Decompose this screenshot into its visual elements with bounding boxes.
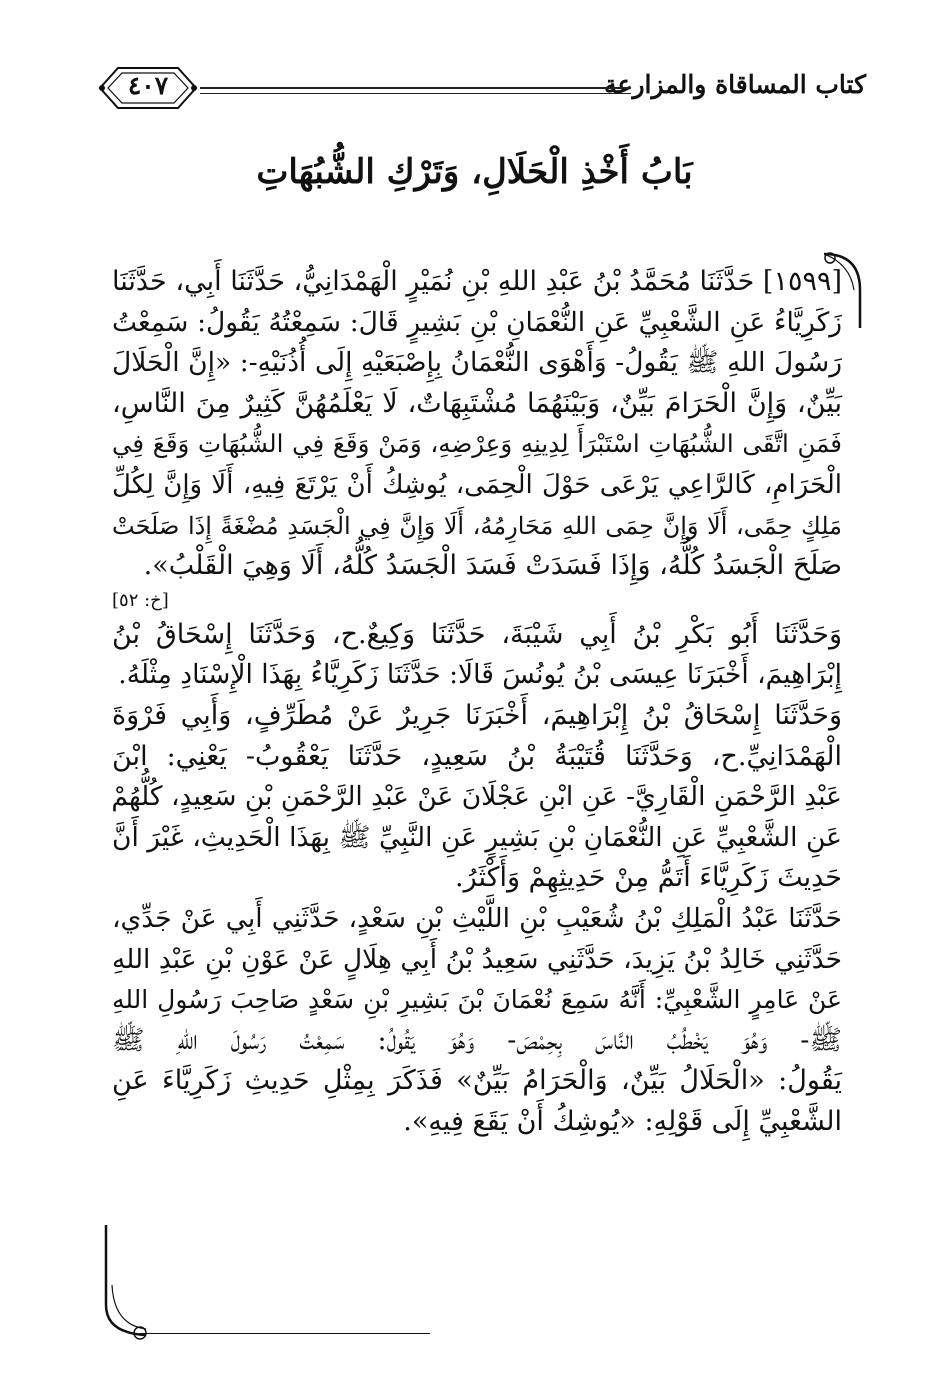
page-header	[96, 60, 866, 116]
text-line: وَحَدَّثَنَا إِسْحَاقُ بْنُ إِبْرَاهِيمَ، أَخْبَرَنَا جَرِيرٌ عَنْ مُطَرِّفٍ، وَأَبِي فَرْوَةَ	[112, 699, 842, 731]
text-line: يَقُولُ: «الْحَلَالُ بَيِّنٌ، وَالْحَرَامُ بَيِّنٌ» فَذَكَرَ بِمِثْلِ حَدِيثِ زَكَرِيَّاءَ عَنِ	[112, 1065, 842, 1097]
text-line: زَكَرِيَّاءُ عَنِ الشَّعْبِيِّ عَنِ النُّعْمَانِ بْنِ بَشِيرٍ قَالَ: سَمِعْتُهُ يَقُولُ: سَمِعْتُ	[112, 306, 842, 338]
text-line: الشَّعْبِيِّ إِلَى قَوْلِهِ: «يُوشِكُ أَنْ يَقَعَ فِيهِ».	[403, 1105, 842, 1137]
text-line: الْهَمْدَانِيِّ.ح، وَحَدَّثَنَا قُتَيْبَةُ بْنُ سَعِيدٍ، حَدَّثَنَا يَعْقُوبُ- يَعْنِي: ابْنَ	[112, 740, 842, 772]
text-line: عَنْ عَامِرٍ الشَّعْبِيِّ: أَنَّهُ سَمِعَ نُعْمَانَ بْنَ بَشِيرِ بْنِ سَعْدٍ صَاحِبَ رَسُولِ اللهِ	[112, 985, 842, 1015]
source-reference: [خ: ٥٢]	[112, 589, 169, 611]
book-title: كتاب المساقاة والمزارعة	[604, 70, 866, 99]
text-line: صَلَحَ الْجَسَدُ كُلُّهُ، وَإِذَا فَسَدَتْ فَسَدَ الْجَسَدُ كُلُّهُ، أَلَا وَهِيَ الْقَلْبُ».	[143, 550, 842, 582]
text-line: حَدِيثَ زَكَرِيَّاءَ أَتَمُّ مِنْ حَدِيثِهِمْ وَأَكْثَرُ.	[455, 862, 842, 894]
chapter-title: بَابُ أَخْذِ الْحَلَالِ، وَتَرْكِ الشُّبُهَاتِ	[256, 152, 693, 192]
header-rule	[200, 87, 631, 89]
text-line: ﷺ- وَهُوَ يَخْطُبُ النَّاسَ بِحِمْصَ- وَهُوَ يَقُولُ: سَمِعْتُ رَسُولَ اللهِ ﷺ	[112, 1024, 842, 1056]
page-number-ornament	[96, 60, 200, 116]
text-line: [١٥٩٩] حَدَّثَنَا مُحَمَّدُ بْنُ عَبْدِ اللهِ بْنِ نُمَيْرٍ الْهَمْدَانِيُّ، حَدَّثَنَا أَبِي، حَدَّثَنَا	[112, 266, 842, 297]
text-line: بَيِّنٌ، وَإِنَّ الْحَرَامَ بَيِّنٌ، وَبَيْنَهُمَا مُشْتَبِهَاتٌ، لَا يَعْلَمُهُنَّ كَثِيرٌ مِنَ النَّاسِ،	[112, 387, 842, 419]
text-line: حَدَّثَنِي خَالِدُ بْنُ يَزِيدَ، حَدَّثَنِي سَعِيدُ بْنُ أَبِي هِلَالٍ عَنْ عَوْنِ بْنِ عَبْدِ اللهِ	[112, 943, 842, 975]
page-content	[112, 262, 842, 1142]
text-line: فَمَنِ اتَّقَى الشُّبُهَاتِ اسْتَبْرَأَ لِدِينِهِ وَعِرْضِهِ، وَمَنْ وَقَعَ فِي الشُّبُهَاتِ وَقَعَ فِي	[112, 429, 842, 459]
hadith-chain-2	[112, 615, 842, 696]
footer-rule	[140, 1333, 430, 1334]
text-line: عَنِ الشَّعْبِيِّ عَنِ النُّعْمَانِ بْنِ بَشِيرٍ عَنِ النَّبِيِّ ﷺ بِهَذَا الْحَدِيثِ، غَيْرَ أَنَّ	[112, 821, 842, 853]
text-line: الْحَرَامِ، كَالرَّاعِي يَرْعَى حَوْلَ الْحِمَى، يُوشِكُ أَنْ يَرْتَعَ فِيهِ، أَلَا وَإِنَّ لِكُلِّ	[112, 469, 842, 500]
text-line: حَدَّثَنَا عَبْدُ الْمَلِكِ بْنُ شُعَيْبِ بْنِ اللَّيْثِ بْنِ سَعْدٍ، حَدَّثَنِي أَبِي عَنْ جَدِّي،	[112, 902, 842, 934]
hadith-chain-3	[112, 696, 842, 899]
header-rule-thin	[200, 93, 631, 94]
page-number: ٤٠٧	[127, 71, 169, 100]
hadith-chain-4	[112, 899, 842, 1143]
text-line: إِبْرَاهِيمَ، أَخْبَرَنَا عِيسَى بْنُ يُونُسَ قَالَا: حَدَّثَنَا زَكَرِيَّاءُ بِهَذَا الْإِسْنَادِ مِثْلَهُ.	[118, 659, 842, 691]
text-line: رَسُولَ اللهِ ﷺ يَقُولُ- وَأَهْوَى النُّعْمَانُ بِإِصْبَعَيْهِ إِلَى أُذُنَيْهِ-: «إِنَّ الْحَلَالَ	[112, 347, 842, 379]
corner-ornament-icon	[96, 1225, 156, 1345]
text-line: عَبْدِ الرَّحْمَنِ الْقَارِيَّ- عَنِ ابْنِ عَجْلَانَ عَنْ عَبْدِ الرَّحْمَنِ بْنِ سَعِيدٍ، كُلُّهُمْ	[111, 781, 842, 813]
text-line: وَحَدَّثَنَا أَبُو بَكْرِ بْنُ أَبِي شَيْبَةَ، حَدَّثَنَا وَكِيعٌ.ح، وَحَدَّثَنَا إِسْحَاقُ بْنُ	[112, 618, 842, 650]
hadith-1599	[112, 262, 842, 587]
text-line: مَلِكٍ حِمًى، أَلَا وَإِنَّ حِمَى اللهِ مَحَارِمُهُ، أَلَا وَإِنَّ فِي الْجَسَدِ مُضْغَةً إِذَا صَلَحَتْ	[112, 511, 842, 540]
